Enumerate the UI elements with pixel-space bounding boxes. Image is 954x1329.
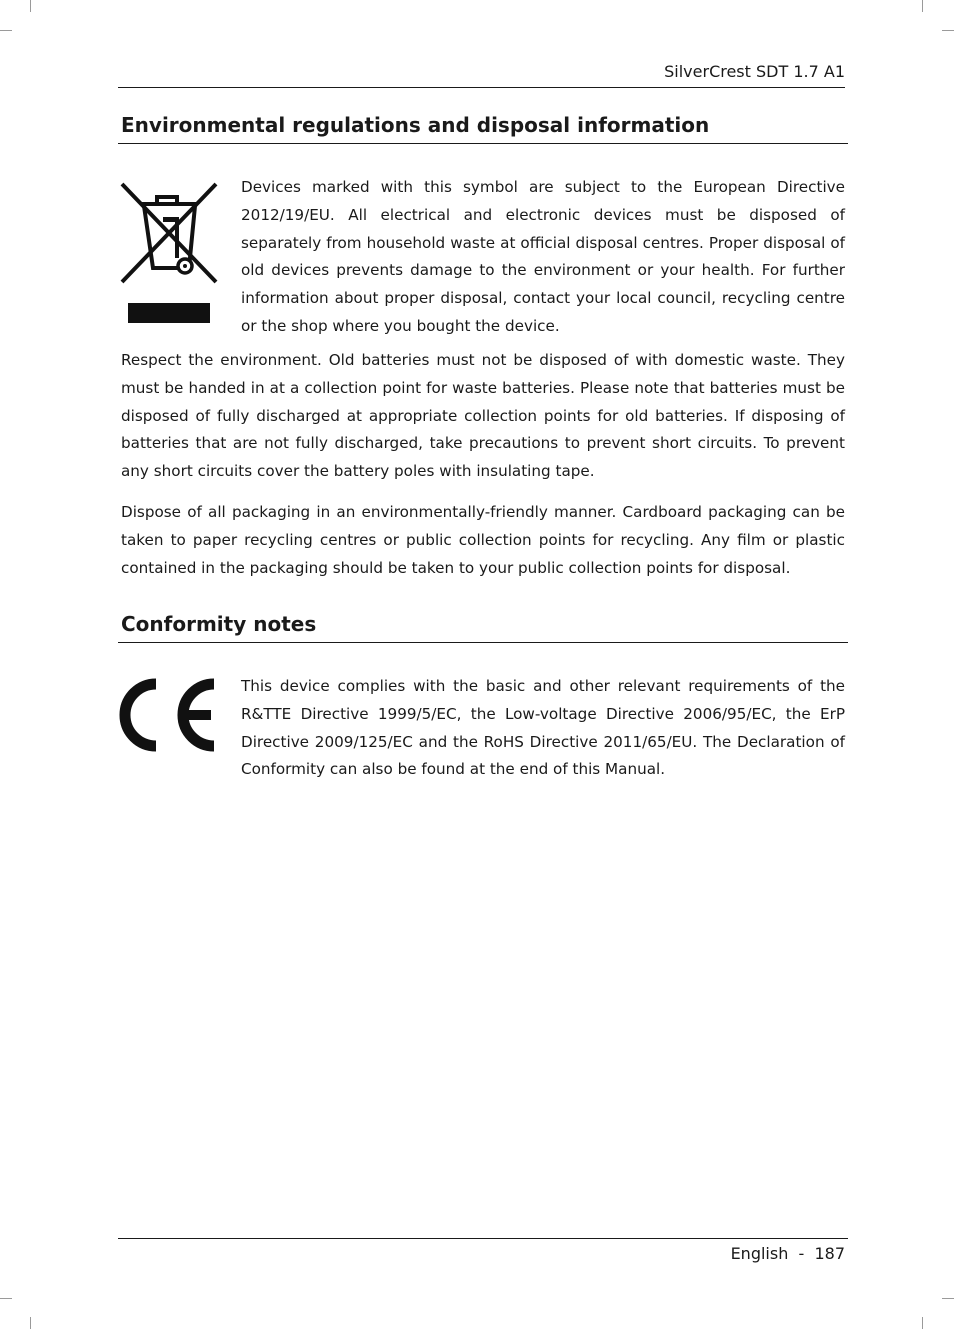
paragraph-conformity: This device complies with the basic and other relevant requirements of the R&TTE Directive 1999/5/EC, the Low-voltage Directive 2006/95/EC, the ErP Directive 2009/125/EC and the RoHS Directive 2011/65/EU. The Declaration of Conformity can also be found at the end of this Manual.	[241, 677, 845, 779]
crop-mark	[30, 1317, 31, 1329]
ce-mark-icon	[119, 678, 221, 752]
crop-mark	[0, 1298, 12, 1299]
crop-mark	[922, 1317, 923, 1329]
running-header: SilverCrest SDT 1.7 A1	[118, 62, 845, 88]
page-number: English - 187	[730, 1244, 845, 1263]
crop-mark	[942, 1298, 954, 1299]
crop-mark	[922, 0, 923, 12]
crop-mark	[30, 0, 31, 12]
paragraph-directive: Devices marked with this symbol are subject to the European Directive 2012/19/EU. All electrical and electronic devices must be disposed of separately from household waste at official disposal centres. Proper disposal of old devices prevents damage to the environment or your health. For further information about proper disposal, contact your local council, recycling centre or the shop where you bought the device.	[241, 178, 845, 335]
paragraph-packaging: Dispose of all packaging in an environmentally-friendly manner. Cardboard packaging can be taken to paper recycling centres or public collection points for recycling. Any film or plastic contained in the packaging should be taken to your public collection points for disposal.	[121, 503, 845, 577]
section-heading-conformity: Conformity notes	[118, 612, 848, 643]
crop-mark	[0, 30, 12, 31]
section-heading-environmental: Environmental regulations and disposal information	[118, 113, 848, 144]
crop-mark	[942, 30, 954, 31]
footer-rule	[118, 1238, 848, 1239]
crossed-out-wheelie-bin-icon	[119, 180, 219, 326]
paragraph-batteries: Respect the environment. Old batteries must not be disposed of with domestic waste. They must be handed in at a collection point for waste batteries. Please note that batteries must be disposed of fully discharged at appropriate collection points for old batteries. If disposing of batteries that are not fully discharged, take precautions to prevent short circuits. To prevent any short circuits cover the battery poles with insulating tape.	[121, 351, 845, 481]
